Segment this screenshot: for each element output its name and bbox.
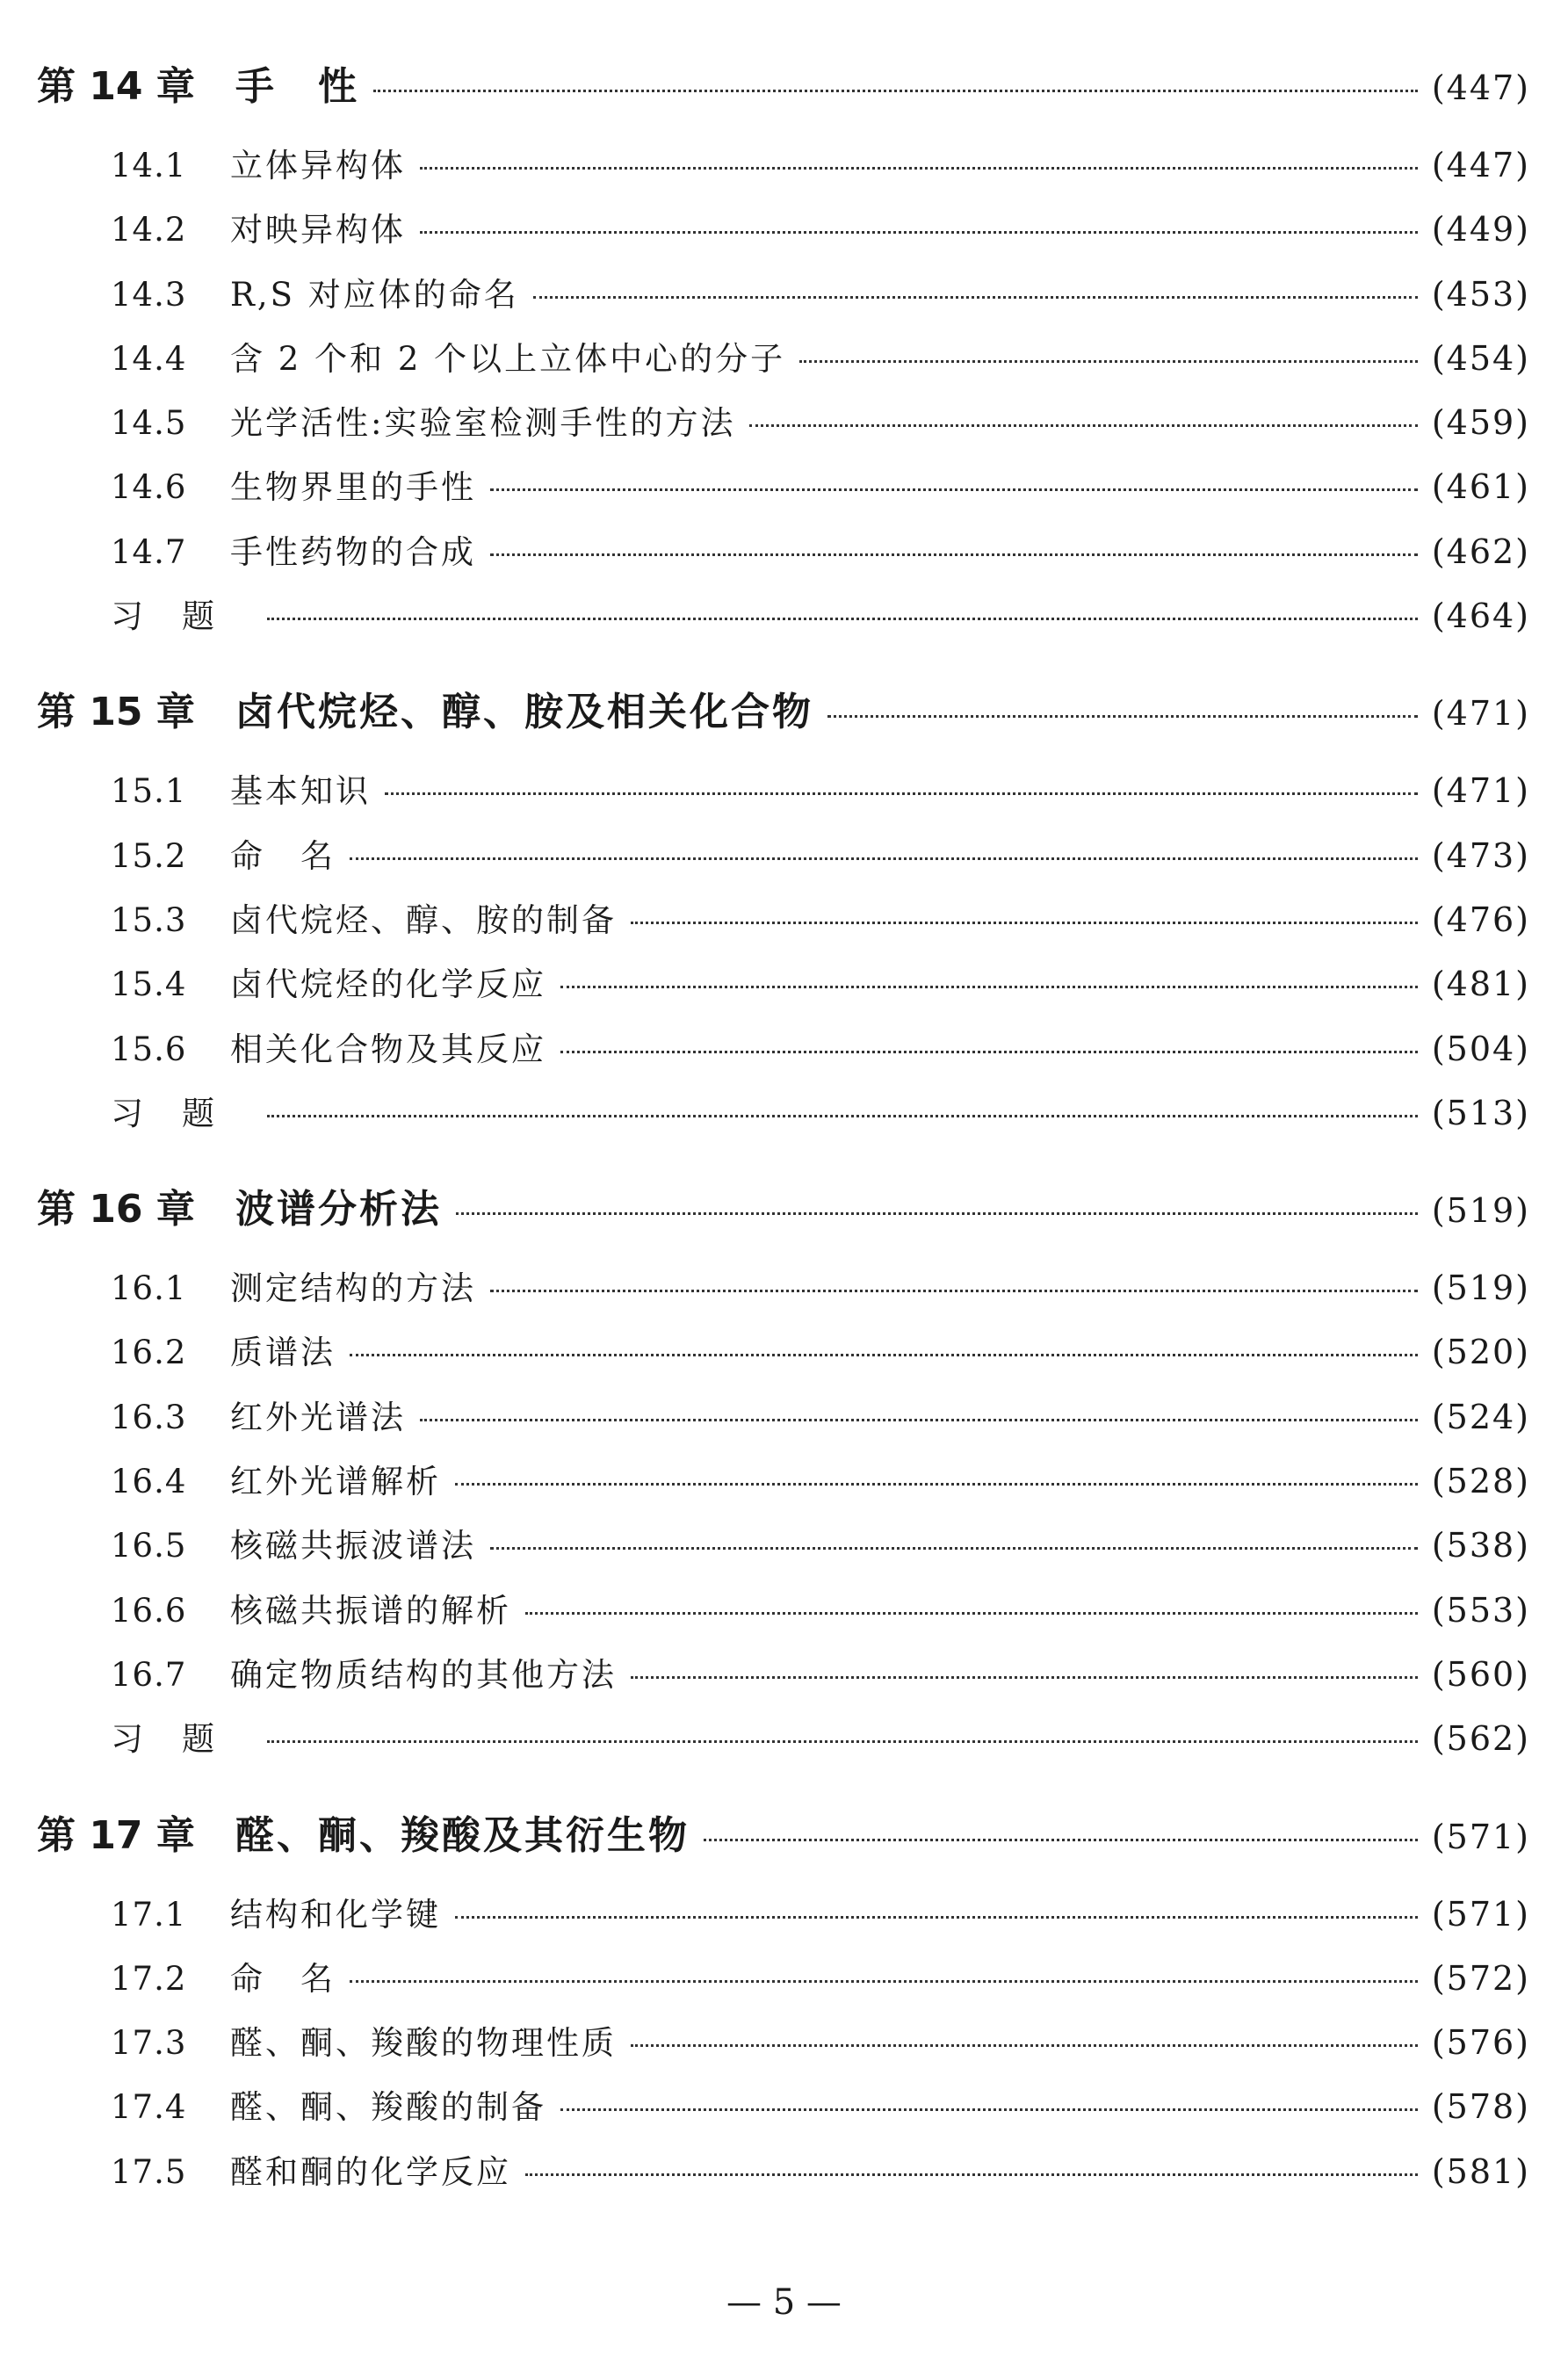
page-ref: (519) <box>1431 1269 1530 1308</box>
page-ref: (481) <box>1431 965 1530 1004</box>
section-entry[interactable] <box>37 1262 1530 1326</box>
dot-leader <box>799 359 1418 363</box>
exercise-title: 习题 <box>111 1094 253 1132</box>
page-ref: (504) <box>1431 1029 1530 1068</box>
page-number: — 5 — <box>726 2282 842 2323</box>
dot-leader <box>455 1915 1418 1919</box>
section-title: 相关化合物及其反应 <box>230 1030 546 1068</box>
page-ref: (447) <box>1431 146 1530 184</box>
page-ref: (449) <box>1431 210 1530 249</box>
dot-leader <box>631 1675 1418 1679</box>
dot-leader <box>350 1979 1418 1983</box>
chapter-entry[interactable] <box>37 54 1530 107</box>
section-number: 14.2 <box>111 211 187 249</box>
spacer <box>37 1230 1530 1262</box>
section-title: 测定结构的方法 <box>230 1269 476 1308</box>
chapter-entry[interactable] <box>37 1804 1530 1856</box>
chapter-title: 波谱分析法 <box>235 1187 442 1233</box>
dot-leader <box>385 792 1418 795</box>
dot-leader <box>420 1418 1418 1421</box>
dot-leader <box>455 1482 1418 1486</box>
section-title: 核磁共振波谱法 <box>230 1527 476 1565</box>
page-ref: (461) <box>1431 467 1530 507</box>
page-ref: (572) <box>1431 1958 1530 1998</box>
section-title: 卤代烷烃的化学反应 <box>230 965 546 1004</box>
section-number: 16.4 <box>111 1463 187 1501</box>
chapter-title: 醛、酮、羧酸及其衍生物 <box>235 1812 690 1858</box>
section-number: 14.4 <box>111 339 187 378</box>
section-number: 17.3 <box>111 2024 187 2063</box>
section-entry[interactable] <box>37 139 1530 203</box>
page-ref: (454) <box>1431 338 1530 378</box>
section-entry[interactable] <box>37 332 1530 396</box>
page-ref: (560) <box>1431 1654 1530 1694</box>
chapter-title: 卤代烷烃、醇、胺及相关化合物 <box>235 690 813 735</box>
dot-leader <box>490 1546 1418 1550</box>
section-entry[interactable] <box>37 1519 1530 1583</box>
spacer <box>37 654 1530 680</box>
dot-leader <box>490 488 1418 491</box>
page-ref: (520) <box>1431 1333 1530 1372</box>
chapter-entry[interactable] <box>37 1177 1530 1233</box>
exercise-title: 习题 <box>111 597 253 636</box>
chapter-label: 第 14 章 <box>37 64 195 109</box>
section-entry[interactable] <box>37 525 1530 589</box>
section-number: 16.7 <box>111 1655 187 1694</box>
section-title: 红外光谱解析 <box>230 1463 441 1501</box>
spacer <box>37 107 1530 139</box>
dot-leader <box>350 1353 1418 1356</box>
section-number: 15.4 <box>111 965 187 1004</box>
page-ref: (581) <box>1431 2151 1530 2191</box>
section-title: 醛、酮、羧酸的制备 <box>230 2088 546 2127</box>
page-ref: (464) <box>1431 596 1530 636</box>
section-entry[interactable] <box>37 2016 1530 2080</box>
section-entry[interactable] <box>37 1584 1530 1648</box>
section-title: 立体异构体 <box>230 147 406 184</box>
section-title: 结构和化学键 <box>230 1895 441 1934</box>
page-ref: (524) <box>1431 1397 1530 1436</box>
section-title: 核磁共振谱的解析 <box>230 1591 511 1630</box>
dot-leader <box>490 553 1418 556</box>
section-entry[interactable] <box>37 1952 1530 2016</box>
page-ref: (562) <box>1431 1719 1530 1759</box>
dot-leader <box>827 714 1418 718</box>
dot-leader <box>560 985 1418 988</box>
section-number: 16.1 <box>111 1269 187 1308</box>
section-entry[interactable] <box>37 893 1530 958</box>
dot-leader <box>631 2043 1418 2047</box>
page-ref: (459) <box>1431 403 1530 443</box>
dot-leader <box>267 1739 1418 1743</box>
exercise-entry[interactable] <box>37 1087 1530 1151</box>
dot-leader <box>533 295 1418 299</box>
chapter-entry[interactable] <box>37 680 1530 733</box>
dot-leader <box>525 2173 1418 2176</box>
page-ref: (471) <box>1431 771 1530 811</box>
spacer <box>37 1856 1530 1888</box>
section-number: 15.6 <box>111 1030 187 1068</box>
spacer <box>37 1151 1530 1177</box>
page-ref: (513) <box>1431 1093 1530 1132</box>
section-entry[interactable] <box>37 1023 1530 1087</box>
section-entry[interactable] <box>37 1888 1530 1952</box>
chapter-label: 第 17 章 <box>37 1812 195 1858</box>
dot-leader <box>490 1289 1418 1292</box>
section-title: 含 2 个和 2 个以上立体中心的分子 <box>230 339 786 378</box>
section-entry[interactable] <box>37 1455 1530 1519</box>
dot-leader <box>704 1838 1418 1841</box>
section-entry[interactable] <box>37 2145 1530 2209</box>
table-of-contents <box>37 54 1530 2209</box>
section-entry[interactable] <box>37 1326 1530 1390</box>
page-ref: (578) <box>1431 2087 1530 2127</box>
page-ref: (571) <box>1431 1817 1530 1856</box>
section-entry[interactable] <box>37 268 1530 332</box>
page-ref: (462) <box>1431 531 1530 571</box>
dot-leader <box>350 857 1418 860</box>
page-ref: (473) <box>1431 835 1530 875</box>
dot-leader <box>267 617 1418 620</box>
dot-leader <box>749 423 1417 427</box>
section-entry[interactable] <box>37 1648 1530 1712</box>
page-ref: (571) <box>1431 1894 1530 1934</box>
section-title: 基本知识 <box>230 772 371 811</box>
chapter-title: 手 性 <box>235 64 359 109</box>
section-title: 命 名 <box>230 836 336 875</box>
section-number: 17.2 <box>111 1959 187 1998</box>
section-number: 14.1 <box>111 147 187 184</box>
section-number: 15.3 <box>111 900 187 939</box>
spacer <box>37 1777 1530 1804</box>
section-entry[interactable] <box>37 396 1530 460</box>
dot-leader <box>420 166 1418 170</box>
section-number: 17.1 <box>111 1895 187 1934</box>
dot-leader <box>560 2108 1418 2111</box>
section-number: 16.6 <box>111 1591 187 1630</box>
section-entry[interactable] <box>37 764 1530 828</box>
dot-leader <box>631 921 1418 924</box>
section-number: 16.2 <box>111 1334 187 1372</box>
spacer <box>37 733 1530 764</box>
section-title: 命 名 <box>230 1959 336 1998</box>
exercise-title: 习题 <box>111 1720 253 1759</box>
section-title: 手性药物的合成 <box>230 532 476 571</box>
dot-leader <box>267 1114 1418 1117</box>
page-ref: (471) <box>1431 694 1530 734</box>
page-ref: (528) <box>1431 1462 1530 1501</box>
dot-leader <box>525 1611 1418 1615</box>
section-entry[interactable] <box>37 958 1530 1022</box>
page-ref: (576) <box>1431 2023 1530 2063</box>
exercise-entry[interactable] <box>37 589 1530 654</box>
section-number: 17.4 <box>111 2088 187 2127</box>
section-title: 对映异构体 <box>230 211 406 249</box>
chapter-label: 第 16 章 <box>37 1187 195 1233</box>
page-ref: (476) <box>1431 900 1530 939</box>
section-title: 卤代烷烃、醇、胺的制备 <box>230 900 617 939</box>
dot-leader <box>373 89 1418 92</box>
page-ref: (538) <box>1431 1526 1530 1565</box>
section-entry[interactable] <box>37 1391 1530 1455</box>
section-number: 15.2 <box>111 836 187 875</box>
section-number: 14.6 <box>111 468 187 507</box>
section-entry[interactable] <box>37 2080 1530 2144</box>
section-title: R,S 对应体的命名 <box>230 275 519 314</box>
section-title: 醛和酮的化学反应 <box>230 2152 511 2191</box>
section-number: 17.5 <box>111 2152 187 2191</box>
section-entry[interactable] <box>37 460 1530 524</box>
page-ref: (519) <box>1431 1191 1530 1231</box>
section-number: 16.3 <box>111 1398 187 1436</box>
exercise-entry[interactable] <box>37 1712 1530 1776</box>
page-ref: (553) <box>1431 1590 1530 1630</box>
section-number: 16.5 <box>111 1527 187 1565</box>
section-title: 质谱法 <box>230 1334 336 1372</box>
section-number: 14.7 <box>111 532 187 571</box>
section-number: 15.1 <box>111 772 187 811</box>
dot-leader <box>560 1050 1418 1053</box>
section-title: 确定物质结构的其他方法 <box>230 1655 617 1694</box>
section-title: 光学活性:实验室检测手性的方法 <box>230 404 736 443</box>
dot-leader <box>456 1211 1418 1215</box>
section-title: 红外光谱法 <box>230 1398 406 1436</box>
section-entry[interactable] <box>37 829 1530 893</box>
section-entry[interactable] <box>37 203 1530 267</box>
dot-leader <box>420 230 1418 234</box>
section-title: 生物界里的手性 <box>230 468 476 507</box>
chapter-label: 第 15 章 <box>37 690 195 735</box>
section-number: 14.3 <box>111 275 187 314</box>
page-ref: (453) <box>1431 274 1530 314</box>
page-ref: (447) <box>1431 69 1530 107</box>
section-title: 醛、酮、羧酸的物理性质 <box>230 2024 617 2063</box>
section-number: 14.5 <box>111 404 187 443</box>
